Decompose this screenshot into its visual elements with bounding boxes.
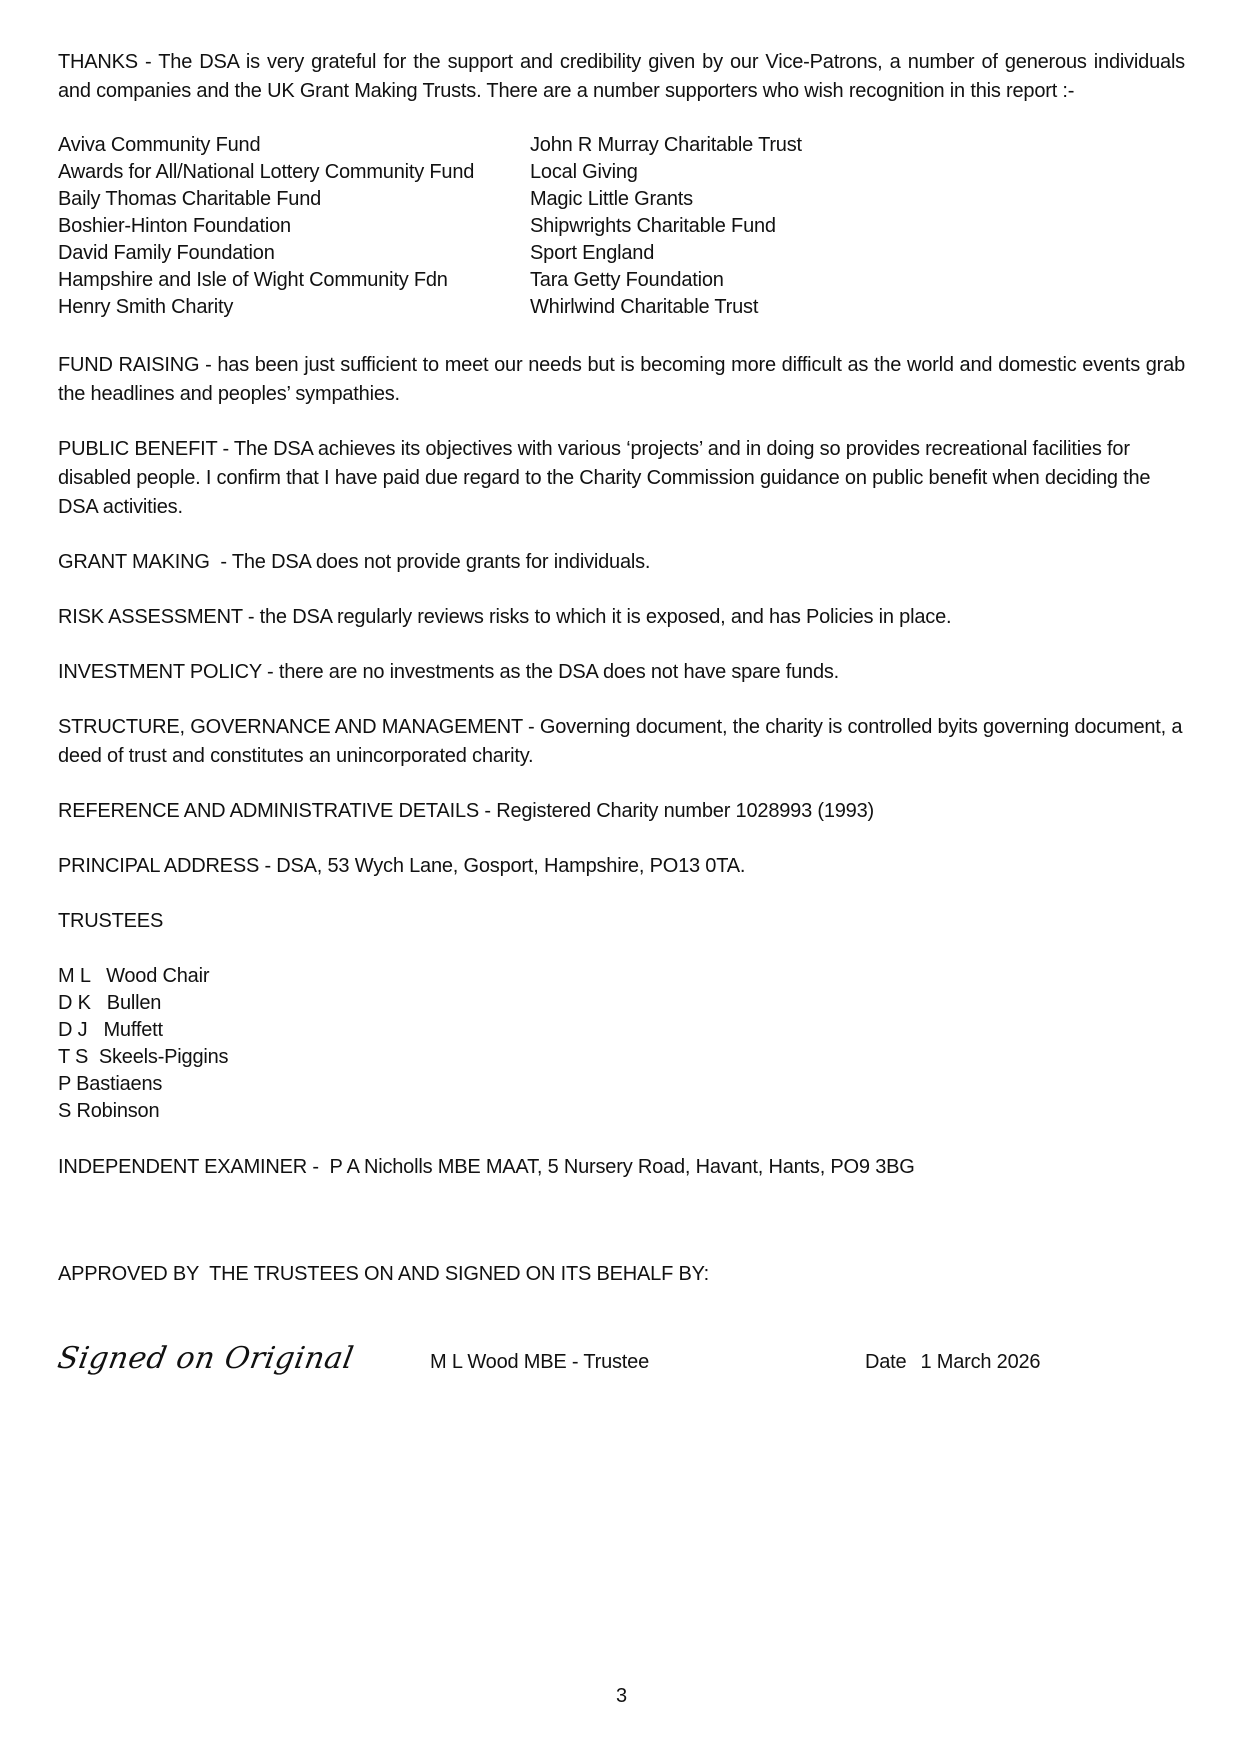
supporter-item: Hampshire and Isle of Wight Community Fdn (58, 269, 448, 291)
signature-date (865, 1348, 1185, 1377)
fund-raising-paragraph: FUND RAISING - has been just sufficient to meet our needs but is becoming more difficult as the world and domestic events grab the headlines and peoples’ sympathies. (58, 354, 1185, 405)
supporter-item: Tara Getty Foundation (530, 269, 724, 291)
supporters-list (58, 132, 1185, 321)
independent-examiner-paragraph: INDEPENDENT EXAMINER - P A Nicholls MBE MAAT, 5 Nursery Road, Havant, Hants, PO9 3BG (58, 1156, 915, 1178)
signatory-name: M L Wood MBE - Trustee (430, 1351, 650, 1373)
approval-statement: APPROVED BY THE TRUSTEES ON AND SIGNED ON ITS BEHALF BY: (58, 1263, 709, 1285)
structure-governance-paragraph: STRUCTURE, GOVERNANCE AND MANAGEMENT - Governing document, the charity is controlled byits governing document, a deed of trust and constitutes an unincorporated charity. (58, 716, 1183, 767)
supporter-item: Henry Smith Charity (58, 296, 234, 318)
signature-date-label: Date (865, 1351, 907, 1373)
supporter-item: Shipwrights Charitable Fund (530, 215, 776, 237)
supporter-item: Local Giving (530, 161, 638, 183)
trustee-row: S Robinson (58, 1100, 160, 1122)
supporter-item: Sport England (530, 242, 655, 264)
risk-assessment-paragraph: RISK ASSESSMENT - the DSA regularly reviews risks to which it is exposed, and has Policies in place. (58, 606, 952, 628)
principal-address-paragraph: PRINCIPAL ADDRESS - DSA, 53 Wych Lane, Gosport, Hampshire, PO13 0TA. (58, 855, 746, 877)
signature-script-container (54, 1341, 430, 1377)
supporter-item: Awards for All/National Lottery Community Fund (58, 161, 475, 183)
supporter-item: John R Murray Charitable Trust (530, 134, 802, 156)
supporter-item: Baily Thomas Charitable Fund (58, 188, 322, 210)
supporter-item: Boshier-Hinton Foundation (58, 215, 291, 237)
reference-details-paragraph: REFERENCE AND ADMINISTRATIVE DETAILS - Registered Charity number 1028993 (1993) (58, 800, 874, 822)
signature-date-value: 1 March 2026 (920, 1351, 1041, 1373)
trustee-row: M L Wood Chair (58, 965, 210, 987)
trustees-list (58, 963, 1185, 1125)
trustee-row: T S Skeels-Piggins (58, 1046, 229, 1068)
trustee-row: D J Muffett (58, 1019, 163, 1041)
supporter-item: David Family Foundation (58, 242, 275, 264)
trustees-heading: TRUSTEES (58, 910, 164, 932)
grant-making-paragraph: GRANT MAKING - The DSA does not provide grants for individuals. (58, 551, 651, 573)
investment-policy-paragraph: INVESTMENT POLICY - there are no investments as the DSA does not have spare funds. (58, 661, 840, 683)
supporters-right-column (530, 132, 1185, 321)
supporter-item: Aviva Community Fund (58, 134, 261, 156)
signature-script: Signed on Original (54, 1341, 357, 1376)
supporter-item: Whirlwind Charitable Trust (530, 296, 759, 318)
public-benefit-paragraph: PUBLIC BENEFIT - The DSA achieves its objectives with various ‘projects’ and in doing so provides recreational facilities for disabled people. I confirm that I have paid due regard to the Charity Commission guidance on public benefit when deciding the DSA activities. (58, 438, 1151, 518)
page-number: 3 (616, 1685, 627, 1707)
supporter-item: Magic Little Grants (530, 188, 693, 210)
supporters-left-column (58, 132, 530, 321)
trustee-row: P Bastiaens (58, 1073, 163, 1095)
thanks-paragraph: THANKS - The DSA is very grateful for the support and credibility given by our Vice-Patrons, a number of generous individuals and companies and the UK Grant Making Trusts. There are a number supporters who wish recognition in this report :- (58, 51, 1185, 102)
signature-row (54, 1341, 1185, 1377)
trustee-row: D K Bullen (58, 992, 162, 1014)
